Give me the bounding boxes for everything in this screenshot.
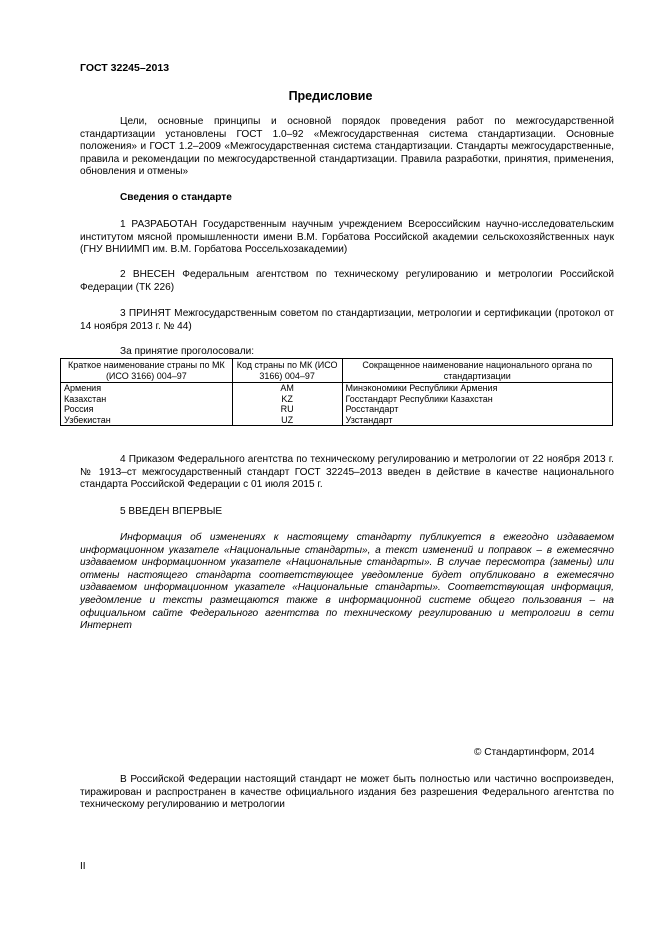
- country-cell: Узбекистан: [61, 415, 233, 426]
- votes-table-header: [61, 359, 613, 383]
- country-cell: Казахстан: [61, 394, 233, 405]
- item-order: 4 Приказом Федерального агентства по техническому регулированию и метрологии от 22 ноября 2013 г. № 1913–ст межгосударственный стандарт ГОСТ 32245–2013 введен в действие в качестве национального стандарта Российской Федерации с 01 июля 2015 г.: [80, 454, 614, 491]
- country-cell: Армения: [61, 383, 233, 394]
- col-code-header: Код страны по МК (ИСО 3166) 004–97: [232, 359, 342, 383]
- col-country-header: Краткое наименование страны по МК (ИСО 3166) 004–97: [61, 359, 233, 383]
- intro-paragraph: Цели, основные принципы и основной порядок проведения работ по межгосударственной стандартизации установлены ГОСТ 1.0–92 «Межгосударственная система стандартизации. Основные положения» и ГОСТ 1.2–2009 «Межгосударственная система стандартизации. Стандарты межгосударственные, правила и рекомендации по межгосударственной стандартизации. Правила разработки, принятия, применения, обновления и отмены»: [80, 116, 614, 178]
- col-body-header: Сокращенное наименование национального органа по стандартизации: [342, 359, 612, 383]
- table-row: [61, 394, 613, 405]
- table-row: [61, 415, 613, 426]
- rights-notice: В Российской Федерации настоящий стандарт не может быть полностью или частично воспроизведен, тиражирован и распространен в качестве официального издания без разрешения Федерального агентства по техническому регулированию и метрологии: [80, 774, 614, 811]
- code-cell: UZ: [232, 415, 342, 426]
- body-cell: Госстандарт Республики Казахстан: [342, 394, 612, 405]
- votes-table: [60, 358, 613, 426]
- code-cell: AM: [232, 383, 342, 394]
- code-cell: KZ: [232, 394, 342, 405]
- body-cell: Росстандарт: [342, 404, 612, 415]
- subheading: Сведения о стандарте: [120, 192, 232, 203]
- table-row: [61, 383, 613, 394]
- table-row: [61, 404, 613, 415]
- code-cell: RU: [232, 404, 342, 415]
- item-introduced: 2 ВНЕСЕН Федеральным агентством по техническому регулированию и метрологии Российской Федерации (ТК 226): [80, 269, 614, 293]
- page-number: II: [80, 861, 86, 872]
- votes-caption: За принятие проголосовали:: [120, 346, 255, 357]
- body-cell: Минэкономики Республики Армения: [342, 383, 612, 394]
- country-cell: Россия: [61, 404, 233, 415]
- info-notice: Информация об изменениях к настоящему стандарту публикуется в ежегодно издаваемом информационном указателе «Национальные стандарты», а текст изменений и поправок – в ежемесячно издаваемом информационном указателе «Национальные стандарты». В случае пересмотра (замены) или отмены настоящего стандарта соответствующее уведомление будет опубликовано в ежемесячно издаваемом информационном указателе «Национальные стандарты». Соответствующая информация, уведомление и тексты размещаются также в информационной системе общего пользования – на официальном сайте Федерального агентства по техническому регулированию и метрологии в сети Интернет: [80, 532, 614, 632]
- item-developed: 1 РАЗРАБОТАН Государственным научным учреждением Всероссийским научно-исследовательским институтом мясной промышленности имени В.М. Горбатова Российской академии сельскохозяйственных наук (ГНУ ВНИИМП им. В.М. Горбатова Россельхозакадемии): [80, 219, 614, 256]
- item-adopted: 3 ПРИНЯТ Межгосударственным советом по стандартизации, метрологии и сертификации (протокол от 14 ноября 2013 г. № 44): [80, 308, 614, 332]
- page-title: Предисловие: [288, 89, 373, 103]
- item-first: 5 ВВЕДЕН ВПЕРВЫЕ: [120, 506, 223, 517]
- copyright-notice: © Стандартинформ, 2014: [474, 747, 595, 758]
- document-header: ГОСТ 32245–2013: [80, 62, 170, 74]
- body-cell: Узстандарт: [342, 415, 612, 426]
